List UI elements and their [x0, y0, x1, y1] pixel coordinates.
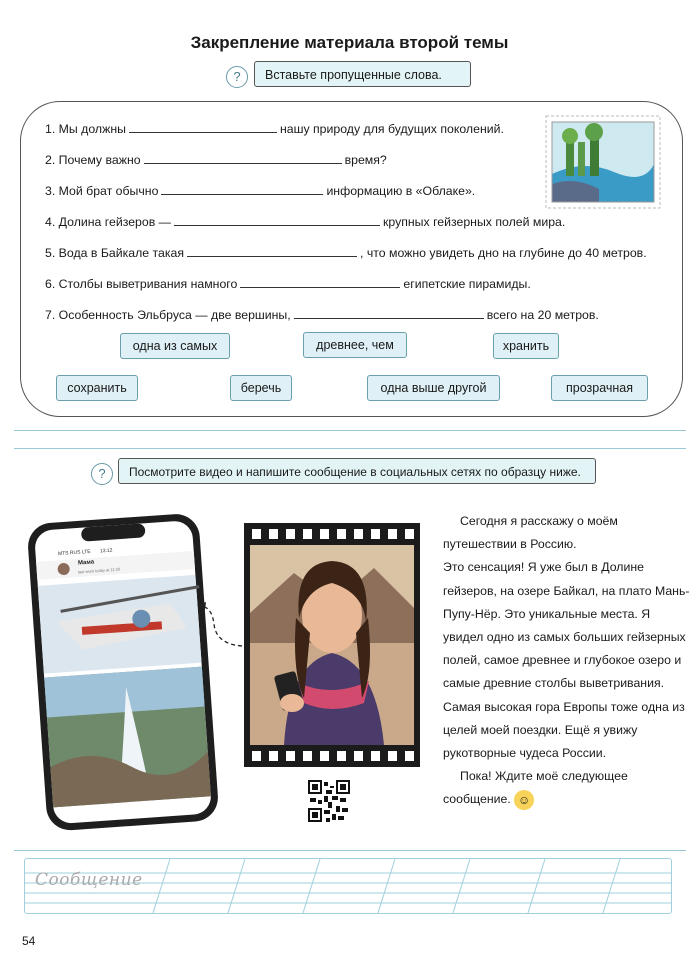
word-card[interactable]: прозрачная — [551, 375, 648, 401]
blank-6[interactable] — [240, 276, 400, 288]
divider — [14, 430, 686, 431]
message-paragraph: Сегодня я расскажу о моём путешествии в Россию. — [443, 514, 618, 552]
message-paragraph: Это сенсация! Я уже был в Долине гейзеров, на озере Байкал, на плато Мань-Пупу-Нёр. Это уникальные места. Я увидел одно из самых больших гейзерных полей, самое древнее и глубокое озеро и самые древние столбы выветривания. Самая высокая гора Европы тоже одна из целей моей поездки. Ещё я увижу рукотворные чудеса России. — [443, 560, 690, 761]
sentence-6: 6. Столбы выветривания намного египетские пирамиды. — [45, 277, 531, 291]
phone-contact: Мама — [77, 559, 95, 567]
sentence-5: 5. Вода в Байкале такая , что можно увидеть дно на глубине до 40 метров. — [45, 246, 647, 260]
arrow — [196, 596, 246, 652]
smile-icon: ☺ — [514, 790, 534, 810]
phone-mockup — [25, 512, 225, 832]
stamp-image — [544, 114, 662, 210]
word-card[interactable]: одна выше другой — [367, 375, 500, 401]
blank-7[interactable] — [294, 307, 484, 319]
writing-label: Сообщение — [35, 870, 143, 890]
message-text — [443, 510, 693, 812]
task2-instruction: Посмотрите видео и напишите сообщение в социальных сетях по образцу ниже. — [118, 458, 596, 484]
page-title: Закрепление материала второй темы — [190, 33, 509, 52]
question-icon: ? — [91, 463, 113, 485]
phone-time: 13:12 — [99, 547, 113, 555]
word-card[interactable]: одна из самых — [120, 333, 230, 359]
divider — [14, 850, 686, 851]
phone-status: last seen today at 11:20 — [77, 566, 121, 575]
question-icon: ? — [226, 66, 248, 88]
divider — [14, 448, 686, 449]
sentence-3: 3. Мой брат обычно информацию в «Облаке». — [45, 184, 476, 198]
blank-5[interactable] — [187, 245, 357, 257]
word-card[interactable]: сохранить — [56, 375, 138, 401]
sentence-1: 1. Мы должны нашу природу для будущих поколений. — [45, 122, 504, 136]
sentence-4: 4. Долина гейзеров — крупных гейзерных полей мира. — [45, 215, 566, 229]
sentence-7: 7. Особенность Эльбруса — две вершины, всего на 20 метров. — [45, 308, 599, 322]
message-paragraph: Пока! Ждите моё следующее сообщение. ☺ — [443, 765, 693, 811]
task1-instruction: Вставьте пропущенные слова. — [254, 61, 471, 87]
word-card[interactable]: хранить — [493, 333, 559, 359]
sentence-2: 2. Почему важно время? — [45, 153, 387, 167]
phone-carrier: MTS RUS LTE — [57, 548, 91, 558]
word-card[interactable]: древнее, чем — [303, 332, 407, 358]
word-card[interactable]: беречь — [230, 375, 292, 401]
blank-4[interactable] — [174, 214, 380, 226]
blank-3[interactable] — [161, 183, 323, 195]
qr-code — [308, 780, 350, 822]
page-number: 54 — [22, 934, 36, 948]
blank-2[interactable] — [144, 152, 342, 164]
video-frame — [244, 523, 420, 767]
blank-1[interactable] — [129, 121, 277, 133]
